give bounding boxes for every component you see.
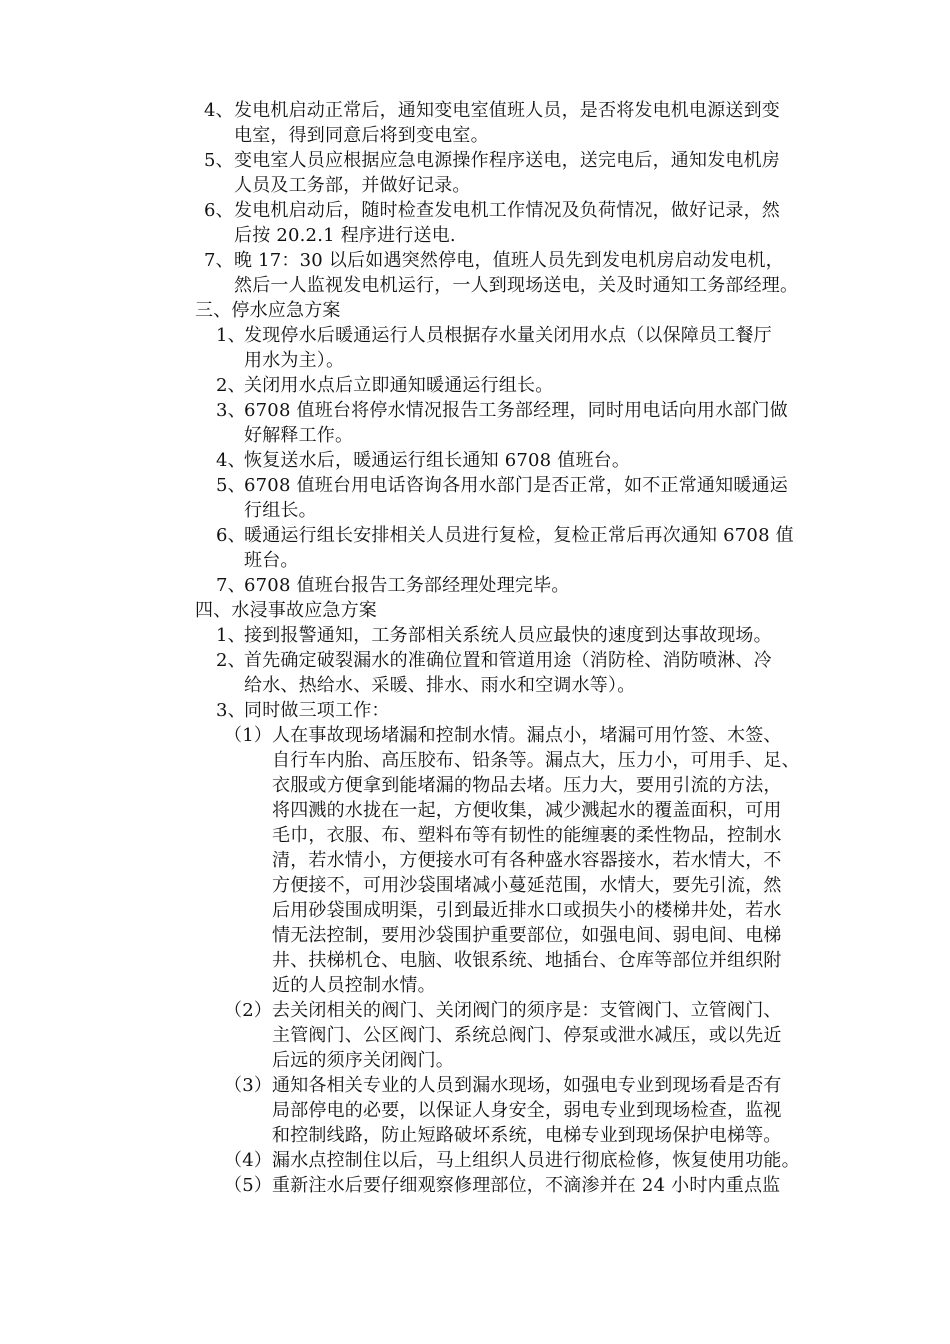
subitem-number: （1） xyxy=(224,725,273,746)
item-text-continued: 后按 20.2.1 程序进行送电. xyxy=(234,225,456,246)
item-text-continued: 电室，得到同意后将到变电室。 xyxy=(234,125,489,146)
item-text-continued: 人员及工务部，并做好记录。 xyxy=(234,175,471,196)
subitem-line: 和控制线路，防止短路破坏系统，电梯专业到现场保护电梯等。 xyxy=(272,1125,782,1146)
item-text-continued: 好解释工作。 xyxy=(244,425,354,446)
subitem-line: 人在事故现场堵漏和控制水情。漏点小，堵漏可用竹签、木签、 xyxy=(272,725,782,746)
subitem-line: 衣服或方便拿到能堵漏的物品去堵。压力大，要用引流的方法， xyxy=(272,775,782,796)
item-number: 2、 xyxy=(216,375,246,396)
item-text: 变电室人员应根据应急电源操作程序送电，送完电后，通知发电机房 xyxy=(234,150,780,171)
item-text: 关闭用水点后立即通知暖通运行组长。 xyxy=(244,375,554,396)
item-number: 1、 xyxy=(216,625,246,646)
item-text: 晚 17：30 以后如遇突然停电，值班人员先到发电机房启动发电机， xyxy=(234,250,784,271)
item-text-continued: 行组长。 xyxy=(244,500,317,521)
item-text: 发电机启动正常后，通知变电室值班人员，是否将发电机电源送到变 xyxy=(234,100,780,121)
subitem-line: 主管阀门、公区阀门、系统总阀门、停泵或泄水减压，或以先近 xyxy=(272,1025,782,1046)
item-text: 6708 值班台将停水情况报告工务部经理，同时用电话向用水部门做 xyxy=(244,400,788,421)
item-text: 发现停水后暖通运行人员根据存水量关闭用水点（以保障员工餐厅 xyxy=(244,325,772,346)
item-number: 3、 xyxy=(216,400,246,421)
item-text: 6708 值班台报告工务部经理处理完毕。 xyxy=(244,575,570,596)
subitem-line: 后用砂袋围成明渠，引到最近排水口或损失小的楼梯井处，若水 xyxy=(272,900,782,921)
item-number: 3、 xyxy=(216,700,246,721)
subitem-line: 井、扶梯机仓、电脑、收银系统、地插台、仓库等部位并组织附 xyxy=(272,950,782,971)
subitem-line: 局部停电的必要，以保证人身安全，弱电专业到现场检查，监视 xyxy=(272,1100,782,1121)
item-text: 发电机启动后，随时检查发电机工作情况及负荷情况，做好记录，然 xyxy=(234,200,780,221)
item-text: 同时做三项工作： xyxy=(244,700,390,721)
subitem-line: 情无法控制，要用沙袋围护重要部位，如强电间、弱电间、电梯 xyxy=(272,925,782,946)
item-number: 5、 xyxy=(204,150,234,171)
item-text-continued: 然后一人监视发电机运行，一人到现场送电，关及时通知工务部经理。 xyxy=(234,275,799,296)
item-text: 恢复送水后，暖通运行组长通知 6708 值班台。 xyxy=(244,450,631,471)
item-number: 6、 xyxy=(216,525,246,546)
item-text: 首先确定破裂漏水的准确位置和管道用途（消防栓、消防喷淋、冷 xyxy=(244,650,772,671)
subitem-line: 后远的须序关闭阀门。 xyxy=(272,1050,454,1071)
subitem-number: （4） xyxy=(224,1150,273,1171)
subitem-line: 重新注水后要仔细观察修理部位，不滴渗并在 24 小时内重点监 xyxy=(272,1175,781,1196)
section-heading: 四、水浸事故应急方案 xyxy=(195,600,377,621)
item-number: 7、 xyxy=(204,250,234,271)
item-number: 4、 xyxy=(216,450,246,471)
subitem-number: （5） xyxy=(224,1175,273,1196)
subitem-line: 自行车内胎、高压胶布、铅条等。漏点大，压力小，可用手、足、 xyxy=(272,750,800,771)
subitem-line: 漏水点控制住以后，马上组织人员进行彻底检修，恢复使用功能。 xyxy=(272,1150,800,1171)
item-number: 2、 xyxy=(216,650,246,671)
section-heading: 三、停水应急方案 xyxy=(195,300,341,321)
item-number: 7、 xyxy=(216,575,246,596)
item-text-continued: 班台。 xyxy=(244,550,299,571)
item-text-continued: 给水、热给水、采暖、排水、雨水和空调水等）。 xyxy=(244,675,636,696)
subitem-line: 通知各相关专业的人员到漏水现场，如强电专业到现场看是否有 xyxy=(272,1075,782,1096)
item-text: 6708 值班台用电话咨询各用水部门是否正常，如不正常通知暖通运 xyxy=(244,475,788,496)
subitem-line: 将四溅的水拢在一起，方便收集，减少溅起水的覆盖面积，可用 xyxy=(272,800,782,821)
subitem-line: 去关闭相关的阀门、关闭阀门的须序是：支管阀门、立管阀门、 xyxy=(272,1000,782,1021)
item-number: 4、 xyxy=(204,100,234,121)
item-number: 1、 xyxy=(216,325,246,346)
subitem-line: 近的人员控制水情。 xyxy=(272,975,436,996)
item-text: 接到报警通知，工务部相关系统人员应最快的速度到达事故现场。 xyxy=(244,625,772,646)
subitem-line: 毛巾，衣服、布、塑料布等有韧性的能缠裹的柔性物品，控制水 xyxy=(272,825,782,846)
subitem-line: 方便接不，可用沙袋围堵减小蔓延范围，水情大，要先引流，然 xyxy=(272,875,782,896)
subitem-number: （3） xyxy=(224,1075,273,1096)
subitem-line: 清，若水情小，方便接水可有各种盛水容器接水，若水情大，不 xyxy=(272,850,782,871)
subitem-number: （2） xyxy=(224,1000,273,1021)
item-text-continued: 用水为主）。 xyxy=(244,350,345,371)
item-text: 暖通运行组长安排相关人员进行复检，复检正常后再次通知 6708 值 xyxy=(244,525,794,546)
item-number: 5、 xyxy=(216,475,246,496)
item-number: 6、 xyxy=(204,200,234,221)
